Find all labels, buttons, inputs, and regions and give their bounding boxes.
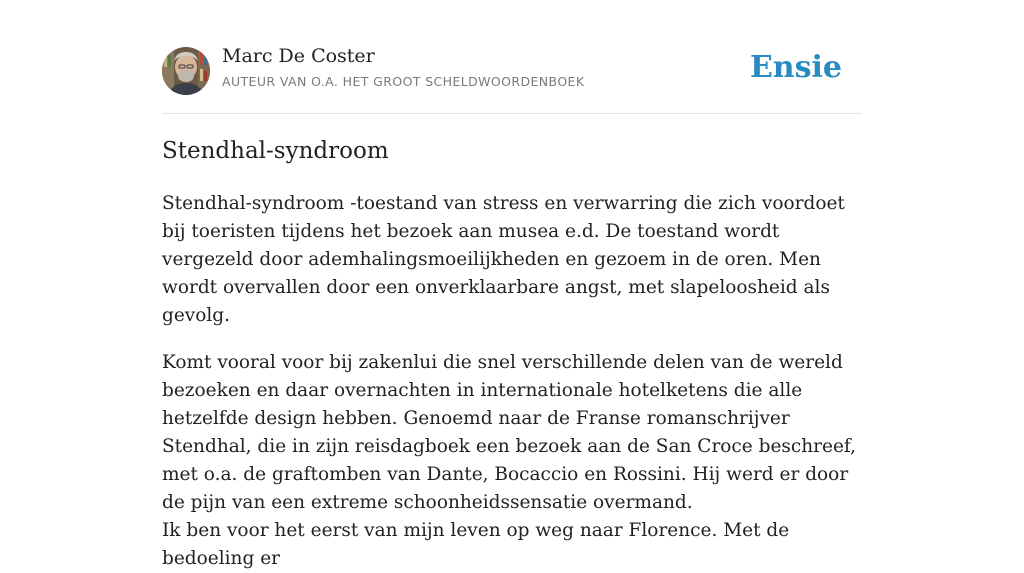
avatar[interactable] — [162, 47, 210, 95]
article-body — [162, 190, 874, 573]
author-name[interactable]: Marc De Coster — [222, 45, 375, 67]
page — [162, 0, 862, 569]
paragraph: Komt vooral voor bij zakenlui die snel verschillende delen van de wereld bezoeken en daar overnachten in internationale hotelketens die alle hetzelfde design hebben. Genoemd naar de Franse romanschrijver Stendhal, die in zijn reisdagboek een bezoek aan de San Croce beschreef, met o.a. de graftomben van Dante, Bocaccio en Rossini. Hij werd er door de pijn van een extreme schoonheidssensatie overmand. — [162, 352, 856, 513]
author-photo — [162, 47, 210, 95]
header — [162, 0, 862, 114]
page-title: Stendhal-syndroom — [162, 138, 389, 164]
paragraph: Ik ben voor het eerst van mijn leven op weg naar Florence. Met de bedoeling er — [162, 520, 790, 569]
author-bio: AUTEUR VAN O.A. HET GROOT SCHELDWOORDENBOEK — [222, 74, 585, 89]
paragraph: Stendhal-syndroom -toestand van stress en verwarring die zich voordoet bij toeristen tijdens het bezoek aan musea e.d. De toestand wordt vergezeld door ademhalingsmoeilijkheden en gezoem in de oren. Men wordt overvallen door een onverklaarbare angst, met slapeloosheid als gevolg. — [162, 193, 845, 326]
ensie-logo[interactable]: Ensie — [749, 50, 842, 85]
